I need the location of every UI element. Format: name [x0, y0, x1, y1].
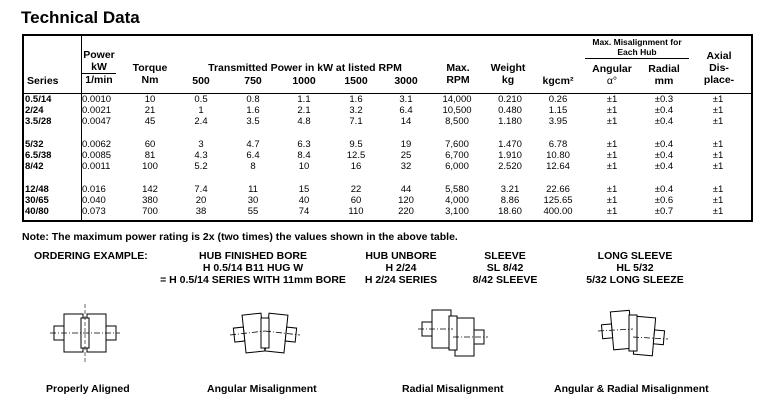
p500-cell: 1 — [198, 105, 204, 116]
radial-cell: ±0.4 — [654, 184, 674, 195]
p1500-cell: 3.2 — [349, 105, 363, 116]
p500-cell: 20 — [195, 195, 207, 206]
p1000-cell: 1.1 — [297, 94, 311, 105]
max-misalignment-header: Max. Misalignment for Each Hub — [592, 37, 682, 57]
angular-cell: ±1 — [606, 161, 618, 172]
ordering-example-label: ORDERING EXAMPLE: — [34, 250, 148, 262]
p1500-cell: 22 — [350, 184, 362, 195]
p1000-cell: 40 — [298, 195, 310, 206]
axial-cell: ±1 — [712, 206, 724, 217]
radial-header: Radial mm — [648, 63, 680, 87]
p3000-cell: 120 — [398, 195, 414, 206]
max-rpm-header: Max. RPM — [446, 62, 470, 86]
maxrpm-cell: 8,500 — [445, 116, 469, 127]
radial-misalignment-drawing — [418, 300, 488, 366]
misalignment-divider — [585, 58, 689, 59]
radial-cell: ±0.4 — [654, 105, 674, 116]
hub-unbore-block: HUB UNBORE H 2/24 H 2/24 SERIES — [364, 250, 438, 286]
angular-cell: ±1 — [606, 105, 618, 116]
axial-cell: ±1 — [712, 161, 724, 172]
axial-cell: ±1 — [712, 94, 724, 105]
rpm-3000-header: 3000 — [394, 75, 418, 87]
p500-cell: 2.4 — [194, 116, 208, 127]
angular-header: Angular α° — [592, 63, 632, 87]
torque-header: Torque Nm — [132, 62, 168, 86]
p3000-cell: 220 — [398, 206, 414, 217]
kgcm-cell: 0.26 — [548, 94, 568, 105]
caption-angular-misalignment: Angular Misalignment — [207, 383, 317, 395]
kgcm-cell: 1.15 — [548, 105, 568, 116]
axial-cell: ±1 — [712, 116, 724, 127]
p500-cell: 4.3 — [194, 150, 208, 161]
weight-cell: 0.480 — [498, 105, 522, 116]
p750-cell: 6.4 — [246, 150, 260, 161]
weight-cell: 18.60 — [498, 206, 522, 217]
p3000-cell: 3.1 — [399, 94, 413, 105]
p3000-cell: 25 — [400, 150, 412, 161]
torque-cell: 81 — [144, 150, 156, 161]
radial-cell: ±0.4 — [654, 116, 674, 127]
p500-cell: 3 — [198, 139, 204, 150]
radial-cell: ±0.4 — [654, 139, 674, 150]
p750-cell: 0.8 — [246, 94, 260, 105]
p750-cell: 3.5 — [246, 116, 260, 127]
torque-cell: 60 — [144, 139, 156, 150]
power-cell: 0.0062 — [82, 139, 112, 150]
angular-misalignment-drawing — [230, 300, 300, 366]
series-cell: 3.5/28 — [25, 116, 52, 127]
series-cell: 30/65 — [25, 195, 49, 206]
p3000-cell: 6.4 — [399, 105, 413, 116]
p3000-cell: 14 — [400, 116, 412, 127]
p500-cell: 5.2 — [194, 161, 208, 172]
kgcm-cell: 3.95 — [548, 116, 568, 127]
kgcm-cell: 22.66 — [546, 184, 570, 195]
torque-cell: 21 — [144, 105, 156, 116]
series-cell: 5/32 — [25, 139, 44, 150]
caption-radial-misalignment: Radial Misalignment — [402, 383, 504, 395]
power-cell: 0.0047 — [82, 116, 112, 127]
power-cell: 0.0011 — [82, 161, 111, 172]
rpm-750-header: 750 — [244, 75, 262, 87]
axial-cell: ±1 — [712, 184, 724, 195]
maxrpm-cell: 3,100 — [445, 206, 469, 217]
rpm-500-header: 500 — [192, 75, 210, 87]
p1500-cell: 1.6 — [349, 94, 363, 105]
kgcm-cell: 125.65 — [543, 195, 573, 206]
long-sleeve-block: LONG SLEEVE HL 5/32 5/32 LONG SLEEZE — [586, 250, 684, 286]
p750-cell: 55 — [247, 206, 259, 217]
angular-cell: ±1 — [606, 94, 618, 105]
caption-angular-radial-misalignment: Angular & Radial Misalignment — [554, 383, 709, 395]
weight-cell: 1.180 — [498, 116, 522, 127]
series-cell: 40/80 — [25, 206, 49, 217]
torque-cell: 45 — [144, 116, 156, 127]
p750-cell: 1.6 — [246, 105, 260, 116]
series-cell: 2/24 — [25, 105, 44, 116]
axial-cell: ±1 — [712, 150, 724, 161]
transmitted-power-header: Transmitted Power in kW at listed RPM — [208, 62, 402, 74]
page-title: Technical Data — [21, 8, 140, 27]
weight-cell: 3.21 — [500, 184, 520, 195]
maxrpm-cell: 14,000 — [442, 94, 472, 105]
series-cell: 6.5/38 — [25, 150, 52, 161]
p750-cell: 8 — [250, 161, 256, 172]
radial-cell: ±0.4 — [654, 150, 674, 161]
p750-cell: 4.7 — [246, 139, 260, 150]
header-divider — [22, 93, 753, 94]
p1000-cell: 15 — [298, 184, 310, 195]
power-cell: 0.073 — [82, 206, 106, 217]
angular-cell: ±1 — [606, 184, 618, 195]
weight-cell: 0.210 — [498, 94, 522, 105]
angular-cell: ±1 — [606, 150, 618, 161]
maxrpm-cell: 7,600 — [445, 139, 469, 150]
maxrpm-cell: 10,500 — [442, 105, 472, 116]
torque-cell: 10 — [144, 94, 156, 105]
p3000-cell: 32 — [400, 161, 412, 172]
power-cell: 0.016 — [82, 184, 106, 195]
power-cell: 0.0021 — [82, 105, 112, 116]
properly-aligned-drawing — [50, 300, 120, 366]
kgcm-cell: 10.80 — [546, 150, 570, 161]
kgcm-cell: 6.78 — [548, 139, 568, 150]
torque-cell: 100 — [142, 161, 158, 172]
p3000-cell: 19 — [400, 139, 412, 150]
maxrpm-cell: 6,700 — [445, 150, 469, 161]
p1000-cell: 6.3 — [297, 139, 311, 150]
p500-cell: 7.4 — [194, 184, 208, 195]
torque-cell: 142 — [142, 184, 158, 195]
weight-cell: 1.910 — [498, 150, 522, 161]
maxrpm-cell: 4,000 — [445, 195, 469, 206]
radial-cell: ±0.3 — [654, 94, 674, 105]
p1500-cell: 110 — [348, 206, 364, 217]
axial-cell: ±1 — [712, 139, 724, 150]
angular-radial-misalignment-drawing — [598, 300, 668, 366]
p750-cell: 30 — [247, 195, 259, 206]
p1500-cell: 9.5 — [349, 139, 363, 150]
series-cell: 8/42 — [25, 161, 44, 172]
caption-properly-aligned: Properly Aligned — [46, 383, 130, 395]
p500-cell: 38 — [195, 206, 207, 217]
rpm-1500-header: 1500 — [344, 75, 368, 87]
p1500-cell: 7.1 — [349, 116, 363, 127]
p1000-cell: 10 — [298, 161, 310, 172]
torque-cell: 380 — [142, 195, 158, 206]
maxrpm-cell: 5,580 — [445, 184, 469, 195]
p3000-cell: 44 — [400, 184, 412, 195]
axial-cell: ±1 — [712, 195, 724, 206]
weight-cell: 1.470 — [498, 139, 522, 150]
p750-cell: 11 — [248, 184, 258, 195]
p1500-cell: 60 — [350, 195, 362, 206]
note-text: Note: The maximum power rating is 2x (two times) the values shown in the above table. — [22, 231, 458, 243]
torque-cell: 700 — [142, 206, 158, 217]
p1000-cell: 4.8 — [297, 116, 311, 127]
angular-cell: ±1 — [606, 206, 618, 217]
kgcm-cell: 12.64 — [546, 161, 570, 172]
radial-cell: ±0.7 — [654, 206, 674, 217]
weight-header: Weight kg — [490, 62, 526, 86]
power-cell: 0.040 — [82, 195, 106, 206]
sleeve-block: SLEEVE SL 8/42 8/42 SLEEVE — [472, 250, 538, 286]
power-cell: 0.0010 — [82, 94, 112, 105]
axial-header: Axial Dis- place- — [703, 50, 735, 86]
p1500-cell: 12.5 — [346, 150, 366, 161]
kgcm-cell: 400.00 — [543, 206, 573, 217]
weight-cell: 2.520 — [498, 161, 522, 172]
series-cell: 0.5/14 — [25, 94, 52, 105]
p1000-cell: 74 — [298, 206, 310, 217]
hub-finished-bore-block: HUB FINISHED BORE H 0.5/14 B11 HUG W = H 0.5/14 SERIES WITH 11mm BORE — [160, 250, 346, 286]
radial-cell: ±0.6 — [654, 195, 674, 206]
series-header: Series — [27, 75, 59, 87]
weight-cell: 8.86 — [500, 195, 520, 206]
rpm-1000-header: 1000 — [292, 75, 316, 87]
power-header: Power kW 1/min — [83, 49, 115, 86]
angular-cell: ±1 — [606, 116, 618, 127]
angular-cell: ±1 — [606, 195, 618, 206]
p1000-cell: 2.1 — [297, 105, 311, 116]
power-cell: 0.0085 — [82, 150, 112, 161]
p1000-cell: 8.4 — [297, 150, 311, 161]
inertia-header: kgcm² — [542, 75, 574, 87]
p1500-cell: 16 — [350, 161, 362, 172]
axial-cell: ±1 — [712, 105, 724, 116]
angular-cell: ±1 — [606, 139, 618, 150]
series-cell: 12/48 — [25, 184, 49, 195]
maxrpm-cell: 6,000 — [445, 161, 469, 172]
p500-cell: 0.5 — [194, 94, 208, 105]
radial-cell: ±0.4 — [654, 161, 674, 172]
